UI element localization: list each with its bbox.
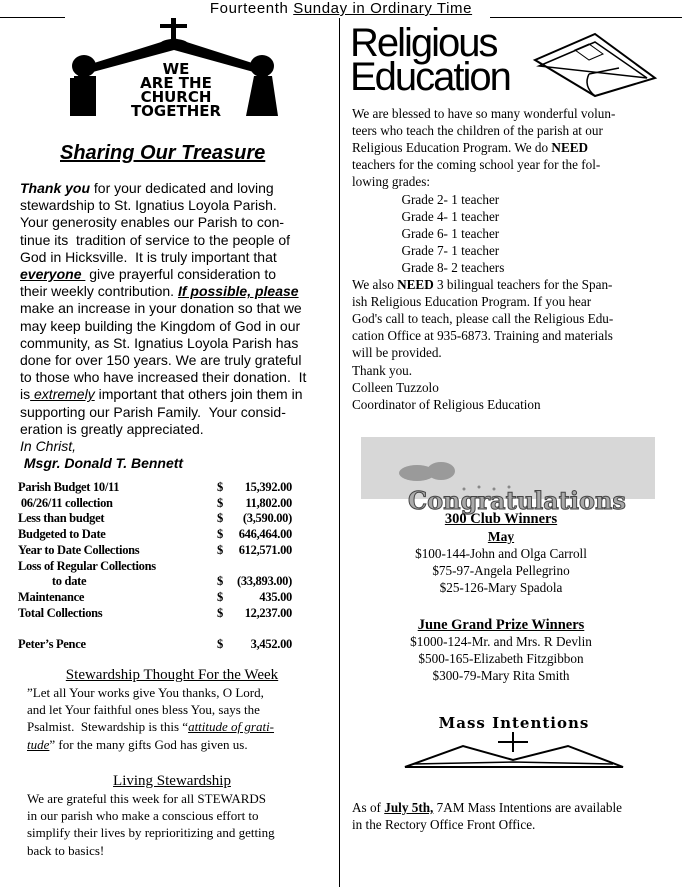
finance-label: Maintenance — [18, 589, 85, 604]
text-segment: $1000-124-Mr. and Mrs. R Devlin — [410, 634, 592, 649]
text-segment: Thank you — [20, 180, 91, 196]
svg-text:TOGETHER: TOGETHER — [130, 102, 222, 120]
finance-value: 11,802.00 — [245, 495, 292, 510]
text-segment: NEED — [397, 277, 434, 292]
text-segment: ”Let all Your works give You thanks, O Lord, — [27, 685, 264, 700]
text-segment: We also — [352, 277, 398, 292]
text-segment: important that others join them in — [94, 386, 303, 403]
text-line — [27, 702, 260, 718]
text-segment: community, as St. Ignatius Loyola Parish has — [20, 334, 299, 351]
text-line — [352, 380, 439, 396]
text-line — [352, 277, 612, 293]
text-line — [20, 197, 277, 213]
finance-value: (33,893.00) — [236, 574, 292, 589]
finance-label: Year to Date Collections — [18, 542, 140, 557]
finance-value: 435.00 — [259, 589, 292, 604]
finance-label: Loss of Regular Collections — [18, 558, 156, 573]
text-line — [27, 737, 248, 753]
text-segment: tinue its tradition of service to the people of — [20, 231, 291, 248]
text-line — [440, 580, 563, 596]
text-line — [20, 318, 300, 334]
text-segment: Psalmist. Stewardship is this “ — [27, 719, 189, 735]
text-line — [352, 209, 499, 225]
logo-line: Education — [350, 55, 510, 99]
text-line — [27, 825, 275, 841]
svg-text:CHURCH: CHURCH — [140, 88, 212, 106]
june-heading: June Grand Prize Winners — [417, 617, 585, 633]
text-line — [432, 563, 569, 579]
finance-label: Budgeted to Date — [18, 527, 106, 542]
text-line — [20, 455, 183, 471]
finance-cur: $ — [217, 511, 223, 526]
text-segment: is — [20, 386, 31, 403]
congratulations-text: Congratulations — [408, 486, 626, 515]
text-segment: Grade 2- 1 teacher — [352, 191, 500, 207]
club300-month: May — [487, 529, 515, 544]
text-line — [352, 174, 430, 190]
text-segment: give prayerful consideration to — [85, 266, 277, 282]
text-line — [20, 214, 284, 230]
divider — [490, 17, 682, 18]
text-segment: Grade 7- 1 teacher — [352, 242, 500, 258]
text-line — [352, 363, 412, 379]
text-line — [20, 352, 301, 368]
text-segment: $500-165-Elizabeth Fitzgibbon — [418, 651, 584, 666]
text-line — [27, 808, 259, 824]
text-line — [352, 157, 600, 173]
logo-text-1: WE — [162, 60, 190, 78]
finance-label: to date — [18, 574, 87, 589]
finance-value: 3,452.00 — [250, 637, 292, 651]
text-line — [27, 791, 266, 807]
text-segment: God in Hicksville. It is truly important that — [20, 248, 277, 265]
svg-text:Mass Intentions: Mass Intentions — [438, 714, 590, 732]
finance-cur: $ — [217, 605, 223, 620]
text-segment: done for over 150 years. We are truly grateful — [20, 352, 302, 368]
text-segment: cation Office at 935-6873. Training and materials — [352, 328, 613, 344]
text-segment: As of — [352, 800, 385, 815]
text-segment: Coordinator of Religious Education — [352, 396, 541, 412]
text-line — [352, 260, 504, 276]
column-divider — [339, 18, 340, 887]
finance-cur: $ — [217, 589, 223, 604]
text-segment: 3 bilingual teachers for the Span- — [433, 277, 613, 292]
text-segment: to those who have increased their donation. It — [20, 369, 307, 386]
finance-label: Total Collections — [18, 605, 103, 620]
text-segment: Colleen Tuzzolo — [352, 379, 439, 395]
text-segment: Grade 8- 2 teachers — [352, 259, 505, 275]
text-segment: simplify their lives by reprioritizing and getting — [27, 825, 275, 841]
finance-cur: $ — [217, 574, 223, 589]
finance-value: (3,590.00) — [242, 511, 292, 526]
text-segment: If possible, please — [177, 283, 299, 300]
text-line — [27, 719, 274, 735]
text-segment: $100-144-John and Olga Carroll — [415, 546, 587, 561]
religious-education-logo — [350, 21, 510, 99]
finance-cur: $ — [217, 480, 223, 494]
congratulations-banner — [361, 437, 655, 515]
text-segment: July 5th, — [384, 800, 434, 815]
text-line — [410, 634, 592, 650]
text-segment: eration is greatly appreciated. — [20, 420, 204, 437]
text-line — [20, 180, 274, 196]
text-line — [20, 335, 298, 351]
text-segment: in the Rectory Office Front Office. — [352, 817, 536, 833]
finance-label: Parish Budget 10/11 — [18, 480, 120, 494]
text-line — [352, 106, 615, 122]
text-segment: supporting our Parish Family. Your consid- — [20, 403, 286, 420]
text-segment: tude — [27, 736, 50, 752]
text-segment: Grade 4- 1 teacher — [352, 208, 500, 224]
text-segment: and let Your faithful ones bless You, says the — [27, 702, 260, 718]
divider — [0, 17, 65, 18]
text-line — [352, 817, 535, 833]
text-line — [418, 651, 583, 667]
text-segment: Your generosity enables our Parish to con- — [20, 214, 285, 231]
book-icon — [525, 30, 660, 100]
finance-label: Peter’s Pence — [18, 637, 86, 651]
text-line — [352, 311, 613, 327]
text-line — [352, 800, 622, 816]
text-segment: $300-79-Mary Rita Smith — [432, 668, 570, 683]
text-segment: attitude of grati- — [188, 719, 275, 735]
text-line — [20, 438, 76, 454]
church-together-logo — [68, 18, 280, 120]
thought-heading: Stewardship Thought For the Week — [65, 667, 279, 683]
finance-value: 15,392.00 — [244, 480, 292, 494]
text-line — [415, 546, 587, 562]
text-segment: God's call to teach, please call the Religious Edu- — [352, 311, 614, 327]
finance-value: 12,237.00 — [244, 605, 292, 620]
sharing-heading: Sharing Our Treasure — [60, 142, 266, 164]
finance-value: 646,464.00 — [238, 527, 292, 542]
text-segment: lowing grades: — [352, 174, 431, 190]
text-segment: will be provided. — [352, 345, 442, 361]
club300-heading: 300 Club Winners — [444, 511, 558, 527]
text-line — [27, 843, 104, 859]
text-segment: ” for the many gifts God has given us. — [49, 736, 248, 752]
text-segment: teers who teach the children of the parish at our — [352, 123, 603, 139]
text-line — [352, 294, 591, 310]
text-line — [20, 283, 299, 299]
text-line — [20, 249, 277, 265]
text-segment: their weekly contribution. — [20, 283, 178, 300]
text-line — [352, 140, 588, 156]
svg-text:ARE THE: ARE THE — [140, 74, 212, 92]
text-line — [352, 226, 499, 242]
text-line — [352, 345, 442, 361]
text-line — [27, 685, 264, 701]
text-segment: extremely — [30, 386, 95, 403]
text-segment: In Christ, — [20, 438, 77, 454]
text-segment: We are grateful this week for all STEWARDS — [27, 791, 267, 806]
text-segment: back to basics! — [27, 842, 105, 858]
text-segment: NEED — [551, 140, 589, 156]
text-segment: for your dedicated and loving — [90, 180, 274, 196]
text-segment: in our parish who make a conscious effort to — [27, 808, 259, 824]
text-segment: Msgr. Donald T. Bennett — [20, 455, 184, 472]
text-segment: make an increase in your donation so that we — [20, 300, 302, 317]
finance-value: 612,571.00 — [238, 542, 292, 557]
text-segment: We are blessed to have so many wonderful volun- — [352, 106, 616, 121]
text-line — [20, 404, 286, 420]
finance-label: Less than budget — [18, 511, 105, 526]
text-line — [352, 328, 613, 344]
text-segment: everyone — [20, 266, 86, 282]
text-segment: Grade 6- 1 teacher — [352, 225, 500, 241]
page-title — [0, 0, 682, 17]
text-segment: Religious Education Program. We do — [352, 140, 552, 156]
title-part: Fourteenth — [209, 0, 294, 17]
text-segment: 7AM Mass Intentions are available — [433, 800, 622, 815]
title-part: Sunday in Ordinary Time — [293, 0, 473, 17]
finance-cur: $ — [217, 527, 223, 542]
text-segment: Thank you. — [352, 362, 413, 378]
text-line — [20, 421, 204, 437]
finance-label: 06/26/11 collection — [18, 495, 113, 510]
text-line — [352, 243, 499, 259]
text-line — [352, 192, 499, 208]
text-line — [20, 266, 276, 282]
text-line — [352, 123, 603, 139]
living-heading: Living Stewardship — [113, 773, 231, 789]
finance-cur: $ — [217, 495, 223, 510]
logo-line: Religious — [350, 21, 497, 65]
text-line — [20, 232, 290, 248]
text-segment: $75-97-Angela Pellegrino — [432, 563, 570, 578]
text-segment: stewardship to St. Ignatius Loyola Parish. — [20, 197, 277, 214]
finance-cur: $ — [217, 542, 223, 557]
text-segment: teachers for the coming school year for the fol- — [352, 157, 601, 173]
text-line — [20, 386, 302, 402]
text-line — [20, 300, 302, 316]
text-line — [20, 369, 306, 385]
text-line — [433, 668, 570, 684]
text-line — [352, 397, 541, 413]
text-segment: may keep building the Kingdom of God in our — [20, 317, 301, 334]
mass-intentions-graphic — [403, 712, 625, 774]
finance-cur: $ — [217, 637, 223, 651]
text-segment: $25-126-Mary Spadola — [439, 580, 563, 595]
text-segment: ish Religious Education Program. If you hear — [352, 294, 592, 310]
